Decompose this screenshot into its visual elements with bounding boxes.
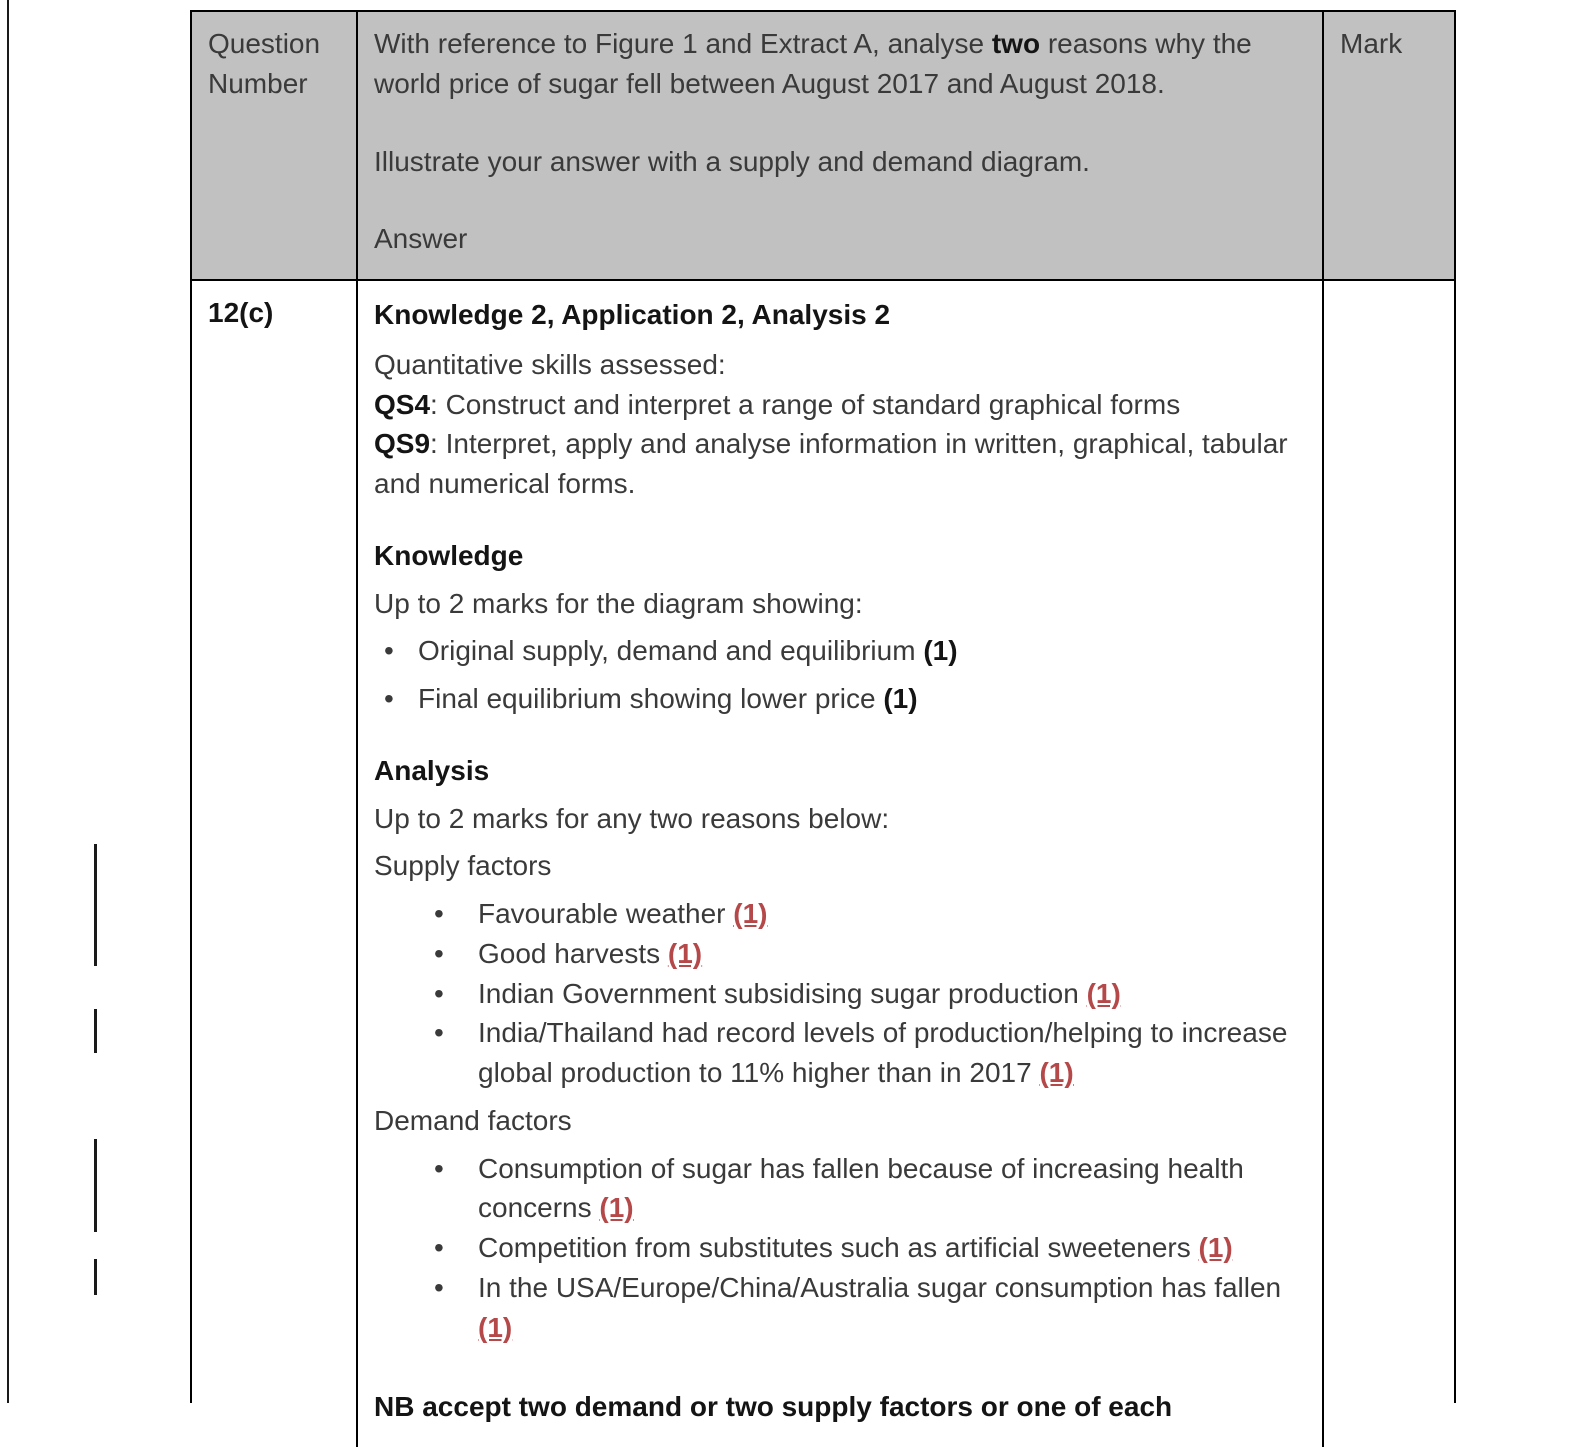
page-border-left — [7, 0, 9, 1403]
knowledge-bullet — [384, 631, 1306, 671]
bullet-text: Original supply, demand and equilibrium — [418, 635, 924, 667]
demand-bullet — [434, 1149, 1306, 1229]
mark-point-red: (1) — [733, 898, 768, 929]
knowledge-intro: Up to 2 marks for the diagram showing: — [374, 587, 863, 619]
bullet-text: Competition from substitutes such as artificial sweeteners — [478, 1232, 1199, 1263]
bullet-icon: • — [384, 683, 394, 714]
mark-point-red: (1) — [1198, 1232, 1233, 1263]
table-header-row — [192, 12, 1454, 281]
answer-scheme-cell — [358, 281, 1324, 1447]
header-question-cell — [358, 12, 1324, 279]
mark-point-red: (1) — [599, 1192, 634, 1224]
supply-bullet — [434, 894, 1306, 934]
mark-value-cell — [1324, 281, 1454, 1447]
knowledge-heading: Knowledge — [374, 539, 524, 571]
qs4-text: : Construct and interpret a range of standard graphical forms — [430, 388, 1181, 420]
table-body-row — [192, 281, 1454, 1447]
answer-label: Answer — [374, 223, 468, 255]
mark-point-red: (1) — [1086, 977, 1121, 1009]
bullet-icon: • — [434, 1271, 444, 1303]
header-mark-cell — [1324, 12, 1454, 279]
bullet-text: In the USA/Europe/China/Australia sugar consumption has fallen — [478, 1271, 1282, 1303]
bullet-icon: • — [434, 1152, 444, 1184]
demand-bullet — [434, 1268, 1306, 1348]
bullet-text: Favourable weather — [478, 898, 734, 929]
question-number-header-label: Question Number — [208, 28, 321, 99]
header-question-number-cell — [192, 12, 358, 279]
supply-bullet — [434, 974, 1306, 1014]
mark-point-red: (1) — [1039, 1057, 1074, 1088]
mark-point: (1) — [883, 683, 918, 714]
mark-point-red: (1) — [667, 937, 703, 969]
quant-skills-block — [374, 345, 1306, 504]
supply-factors-label: Supply factors — [374, 850, 552, 882]
change-bar — [94, 1139, 97, 1232]
instruction-text: Illustrate your answer with a supply and demand diagram. — [374, 145, 1090, 177]
question-text-bold: two — [991, 28, 1041, 59]
mark-point-red: (1) — [478, 1311, 513, 1343]
bullet-icon: • — [434, 1232, 444, 1263]
question-number: 12(c) — [208, 297, 274, 328]
bullet-text: Consumption of sugar has fallen because of increasing health concerns — [478, 1152, 1244, 1224]
mark-header-label: Mark — [1340, 28, 1403, 59]
ao-heading: Knowledge 2, Application 2, Analysis 2 — [374, 299, 891, 330]
analysis-intro: Up to 2 marks for any two reasons below: — [374, 802, 890, 834]
qs9-text: : Interpret, apply and analyse information in written, graphical, tabular and numerical forms. — [374, 428, 1288, 499]
supply-bullet — [434, 1013, 1306, 1093]
bullet-text: Good harvests — [478, 937, 668, 969]
quant-intro: Quantitative skills assessed: — [374, 348, 726, 380]
bullet-text: Final equilibrium showing lower price — [418, 683, 884, 714]
question-text-part1: With reference to Figure 1 and Extract A, analyse — [374, 28, 992, 59]
supply-bullet — [434, 934, 1306, 974]
question-text — [374, 24, 1306, 104]
bullet-icon: • — [434, 937, 444, 969]
knowledge-bullet — [384, 679, 1306, 719]
bullet-icon: • — [384, 635, 394, 667]
demand-factors-label: Demand factors — [374, 1104, 572, 1136]
bullet-icon: • — [434, 977, 444, 1009]
mark-scheme-table — [190, 10, 1456, 1423]
change-bar — [94, 1259, 97, 1295]
bullet-text: India/Thailand had record levels of production/helping to increase global production to 11% higher than in 2017 — [478, 1017, 1288, 1088]
qs9-label: QS9 — [374, 428, 431, 460]
qs4-label: QS4 — [374, 388, 431, 420]
demand-bullet — [434, 1228, 1306, 1268]
change-bar — [94, 1009, 97, 1053]
question-number-cell — [192, 281, 358, 1447]
question-text-part2: reasons why the world price of sugar fell between August 2017 and August 2018. — [374, 28, 1252, 99]
bullet-icon: • — [434, 898, 444, 929]
nb-note: NB accept two demand or two supply factors or one of each — [374, 1391, 1173, 1423]
bullet-icon: • — [434, 1017, 444, 1049]
analysis-heading: Analysis — [374, 754, 490, 786]
mark-point: (1) — [923, 635, 958, 667]
bullet-text: Indian Government subsidising sugar production — [478, 977, 1087, 1009]
change-bar — [94, 844, 97, 966]
